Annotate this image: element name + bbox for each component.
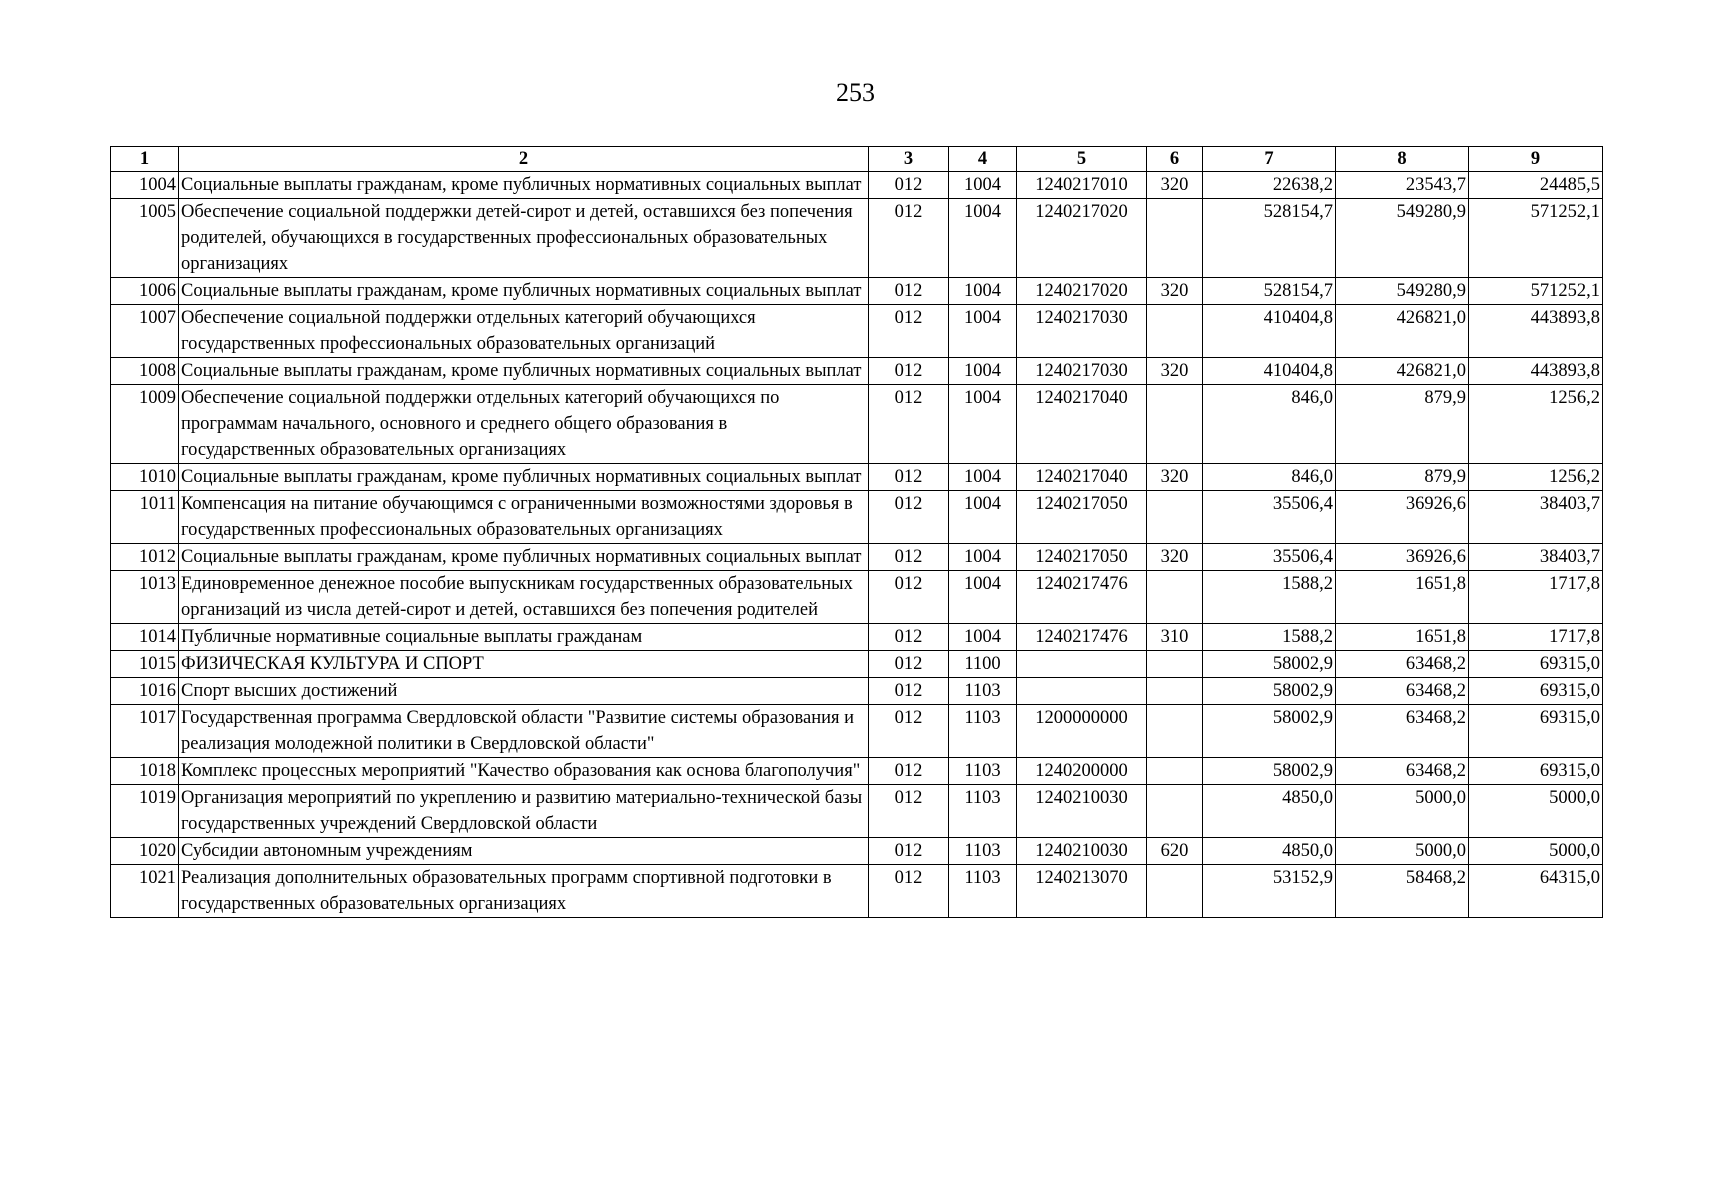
code-cell: 012 bbox=[869, 464, 949, 491]
amount-cell: 410404,8 bbox=[1203, 305, 1336, 358]
description-cell: Спорт высших достижений bbox=[179, 678, 869, 705]
target-article-cell: 1240217050 bbox=[1017, 491, 1147, 544]
section-cell: 1103 bbox=[949, 758, 1017, 785]
code-cell: 012 bbox=[869, 358, 949, 385]
target-article-cell: 1240217040 bbox=[1017, 385, 1147, 464]
amount-cell: 63468,2 bbox=[1336, 678, 1469, 705]
line-number: 1021 bbox=[111, 865, 179, 918]
code-cell: 012 bbox=[869, 491, 949, 544]
column-header: 5 bbox=[1017, 147, 1147, 172]
target-article-cell: 1240213070 bbox=[1017, 865, 1147, 918]
description-cell: Организация мероприятий по укреплению и развитию материально-технической базы государственных учреждений Свердловской области bbox=[179, 785, 869, 838]
amount-cell: 36926,6 bbox=[1336, 544, 1469, 571]
description-cell: Реализация дополнительных образовательных программ спортивной подготовки в государственных образовательных организациях bbox=[179, 865, 869, 918]
amount-cell: 846,0 bbox=[1203, 464, 1336, 491]
line-number: 1017 bbox=[111, 705, 179, 758]
column-header: 8 bbox=[1336, 147, 1469, 172]
code-cell: 012 bbox=[869, 865, 949, 918]
section-cell: 1004 bbox=[949, 624, 1017, 651]
description-cell: Комплекс процессных мероприятий "Качество образования как основа благополучия" bbox=[179, 758, 869, 785]
description-cell: Публичные нормативные социальные выплаты гражданам bbox=[179, 624, 869, 651]
expense-type-cell bbox=[1147, 305, 1203, 358]
line-number: 1007 bbox=[111, 305, 179, 358]
code-cell: 012 bbox=[869, 571, 949, 624]
amount-cell: 38403,7 bbox=[1469, 544, 1603, 571]
code-cell: 012 bbox=[869, 172, 949, 199]
section-cell: 1004 bbox=[949, 571, 1017, 624]
section-cell: 1103 bbox=[949, 678, 1017, 705]
section-cell: 1004 bbox=[949, 544, 1017, 571]
column-header: 3 bbox=[869, 147, 949, 172]
amount-cell: 63468,2 bbox=[1336, 705, 1469, 758]
amount-cell: 1256,2 bbox=[1469, 464, 1603, 491]
amount-cell: 1588,2 bbox=[1203, 571, 1336, 624]
amount-cell: 22638,2 bbox=[1203, 172, 1336, 199]
amount-cell: 528154,7 bbox=[1203, 199, 1336, 278]
header-row bbox=[111, 147, 1603, 172]
amount-cell: 4850,0 bbox=[1203, 838, 1336, 865]
target-article-cell: 1240217020 bbox=[1017, 278, 1147, 305]
description-cell: Компенсация на питание обучающимся с ограниченными возможностями здоровья в государственных профессиональных образовательных организациях bbox=[179, 491, 869, 544]
amount-cell: 23543,7 bbox=[1336, 172, 1469, 199]
amount-cell: 24485,5 bbox=[1469, 172, 1603, 199]
description-cell: Социальные выплаты гражданам, кроме публичных нормативных социальных выплат bbox=[179, 358, 869, 385]
amount-cell: 1651,8 bbox=[1336, 624, 1469, 651]
target-article-cell: 1240217030 bbox=[1017, 305, 1147, 358]
target-article-cell: 1240217476 bbox=[1017, 571, 1147, 624]
table-row bbox=[111, 544, 1603, 571]
target-article-cell: 1240217050 bbox=[1017, 544, 1147, 571]
expense-type-cell: 320 bbox=[1147, 544, 1203, 571]
line-number: 1013 bbox=[111, 571, 179, 624]
code-cell: 012 bbox=[869, 385, 949, 464]
section-cell: 1004 bbox=[949, 172, 1017, 199]
section-cell: 1004 bbox=[949, 385, 1017, 464]
table-row bbox=[111, 865, 1603, 918]
target-article-cell: 1240217030 bbox=[1017, 358, 1147, 385]
table-row bbox=[111, 172, 1603, 199]
table-row bbox=[111, 385, 1603, 464]
table-row bbox=[111, 199, 1603, 278]
code-cell: 012 bbox=[869, 278, 949, 305]
table-row bbox=[111, 705, 1603, 758]
table-row bbox=[111, 758, 1603, 785]
expense-type-cell bbox=[1147, 651, 1203, 678]
column-header: 9 bbox=[1469, 147, 1603, 172]
section-cell: 1103 bbox=[949, 705, 1017, 758]
description-cell: Социальные выплаты гражданам, кроме публичных нормативных социальных выплат bbox=[179, 464, 869, 491]
amount-cell: 38403,7 bbox=[1469, 491, 1603, 544]
description-cell: Социальные выплаты гражданам, кроме публичных нормативных социальных выплат bbox=[179, 544, 869, 571]
table-row bbox=[111, 464, 1603, 491]
table-row bbox=[111, 278, 1603, 305]
column-header: 4 bbox=[949, 147, 1017, 172]
expense-type-cell bbox=[1147, 758, 1203, 785]
line-number: 1006 bbox=[111, 278, 179, 305]
amount-cell: 36926,6 bbox=[1336, 491, 1469, 544]
expense-type-cell bbox=[1147, 678, 1203, 705]
table-row bbox=[111, 651, 1603, 678]
section-cell: 1103 bbox=[949, 838, 1017, 865]
target-article-cell: 1240217040 bbox=[1017, 464, 1147, 491]
section-cell: 1004 bbox=[949, 199, 1017, 278]
code-cell: 012 bbox=[869, 785, 949, 838]
amount-cell: 4850,0 bbox=[1203, 785, 1336, 838]
table-row bbox=[111, 838, 1603, 865]
amount-cell: 35506,4 bbox=[1203, 491, 1336, 544]
description-cell: Единовременное денежное пособие выпускникам государственных образовательных организаций из числа детей-сирот и детей, оставшихся без попечения родителей bbox=[179, 571, 869, 624]
amount-cell: 64315,0 bbox=[1469, 865, 1603, 918]
expense-type-cell bbox=[1147, 571, 1203, 624]
line-number: 1015 bbox=[111, 651, 179, 678]
line-number: 1019 bbox=[111, 785, 179, 838]
expense-type-cell: 320 bbox=[1147, 172, 1203, 199]
amount-cell: 443893,8 bbox=[1469, 358, 1603, 385]
column-header: 6 bbox=[1147, 147, 1203, 172]
line-number: 1005 bbox=[111, 199, 179, 278]
amount-cell: 879,9 bbox=[1336, 464, 1469, 491]
amount-cell: 528154,7 bbox=[1203, 278, 1336, 305]
amount-cell: 5000,0 bbox=[1336, 785, 1469, 838]
expense-type-cell: 320 bbox=[1147, 464, 1203, 491]
target-article-cell: 1240210030 bbox=[1017, 838, 1147, 865]
section-cell: 1100 bbox=[949, 651, 1017, 678]
expense-type-cell: 320 bbox=[1147, 278, 1203, 305]
amount-cell: 58002,9 bbox=[1203, 678, 1336, 705]
code-cell: 012 bbox=[869, 838, 949, 865]
amount-cell: 549280,9 bbox=[1336, 278, 1469, 305]
section-cell: 1004 bbox=[949, 305, 1017, 358]
amount-cell: 69315,0 bbox=[1469, 705, 1603, 758]
amount-cell: 879,9 bbox=[1336, 385, 1469, 464]
expense-type-cell: 320 bbox=[1147, 358, 1203, 385]
line-number: 1010 bbox=[111, 464, 179, 491]
column-header: 7 bbox=[1203, 147, 1336, 172]
code-cell: 012 bbox=[869, 651, 949, 678]
expense-type-cell bbox=[1147, 491, 1203, 544]
amount-cell: 58002,9 bbox=[1203, 705, 1336, 758]
amount-cell: 426821,0 bbox=[1336, 305, 1469, 358]
target-article-cell: 1200000000 bbox=[1017, 705, 1147, 758]
line-number: 1016 bbox=[111, 678, 179, 705]
expense-type-cell bbox=[1147, 785, 1203, 838]
page-number: 253 bbox=[836, 78, 875, 107]
line-number: 1012 bbox=[111, 544, 179, 571]
amount-cell: 35506,4 bbox=[1203, 544, 1336, 571]
target-article-cell: 1240217020 bbox=[1017, 199, 1147, 278]
description-cell: Обеспечение социальной поддержки детей-сирот и детей, оставшихся без попечения родителей, обучающихся в государственных профессиональных образовательных организациях bbox=[179, 199, 869, 278]
budget-table bbox=[110, 146, 1603, 918]
line-number: 1011 bbox=[111, 491, 179, 544]
amount-cell: 1256,2 bbox=[1469, 385, 1603, 464]
expense-type-cell bbox=[1147, 199, 1203, 278]
table-row bbox=[111, 785, 1603, 838]
expense-type-cell bbox=[1147, 705, 1203, 758]
expense-type-cell: 310 bbox=[1147, 624, 1203, 651]
section-cell: 1103 bbox=[949, 785, 1017, 838]
column-header: 1 bbox=[111, 147, 179, 172]
line-number: 1020 bbox=[111, 838, 179, 865]
code-cell: 012 bbox=[869, 305, 949, 358]
description-cell: Социальные выплаты гражданам, кроме публичных нормативных социальных выплат bbox=[179, 172, 869, 199]
table-body bbox=[111, 172, 1603, 918]
amount-cell: 1717,8 bbox=[1469, 624, 1603, 651]
code-cell: 012 bbox=[869, 758, 949, 785]
description-cell: Государственная программа Свердловской области "Развитие системы образования и реализация молодежной политики в Свердловской области" bbox=[179, 705, 869, 758]
amount-cell: 1717,8 bbox=[1469, 571, 1603, 624]
line-number: 1014 bbox=[111, 624, 179, 651]
amount-cell: 69315,0 bbox=[1469, 651, 1603, 678]
table-row bbox=[111, 571, 1603, 624]
code-cell: 012 bbox=[869, 199, 949, 278]
expense-type-cell bbox=[1147, 865, 1203, 918]
line-number: 1009 bbox=[111, 385, 179, 464]
amount-cell: 571252,1 bbox=[1469, 199, 1603, 278]
amount-cell: 410404,8 bbox=[1203, 358, 1336, 385]
target-article-cell: 1240217476 bbox=[1017, 624, 1147, 651]
section-cell: 1004 bbox=[949, 358, 1017, 385]
description-cell: Субсидии автономным учреждениям bbox=[179, 838, 869, 865]
amount-cell: 53152,9 bbox=[1203, 865, 1336, 918]
description-cell: ФИЗИЧЕСКАЯ КУЛЬТУРА И СПОРТ bbox=[179, 651, 869, 678]
amount-cell: 58002,9 bbox=[1203, 758, 1336, 785]
description-cell: Обеспечение социальной поддержки отдельных категорий обучающихся по программам начального, основного и среднего общего образования в государственных образовательных организациях bbox=[179, 385, 869, 464]
amount-cell: 426821,0 bbox=[1336, 358, 1469, 385]
line-number: 1018 bbox=[111, 758, 179, 785]
expense-type-cell bbox=[1147, 385, 1203, 464]
section-cell: 1004 bbox=[949, 278, 1017, 305]
code-cell: 012 bbox=[869, 544, 949, 571]
amount-cell: 1588,2 bbox=[1203, 624, 1336, 651]
amount-cell: 5000,0 bbox=[1336, 838, 1469, 865]
section-cell: 1004 bbox=[949, 464, 1017, 491]
description-cell: Обеспечение социальной поддержки отдельных категорий обучающихся государственных профессиональных образовательных организаций bbox=[179, 305, 869, 358]
amount-cell: 63468,2 bbox=[1336, 651, 1469, 678]
amount-cell: 5000,0 bbox=[1469, 785, 1603, 838]
table-row bbox=[111, 305, 1603, 358]
amount-cell: 443893,8 bbox=[1469, 305, 1603, 358]
amount-cell: 571252,1 bbox=[1469, 278, 1603, 305]
section-cell: 1103 bbox=[949, 865, 1017, 918]
line-number: 1004 bbox=[111, 172, 179, 199]
code-cell: 012 bbox=[869, 705, 949, 758]
amount-cell: 549280,9 bbox=[1336, 199, 1469, 278]
target-article-cell: 1240200000 bbox=[1017, 758, 1147, 785]
code-cell: 012 bbox=[869, 678, 949, 705]
target-article-cell bbox=[1017, 678, 1147, 705]
amount-cell: 58468,2 bbox=[1336, 865, 1469, 918]
table-row bbox=[111, 491, 1603, 544]
column-header: 2 bbox=[179, 147, 869, 172]
target-article-cell: 1240217010 bbox=[1017, 172, 1147, 199]
amount-cell: 69315,0 bbox=[1469, 758, 1603, 785]
target-article-cell bbox=[1017, 651, 1147, 678]
section-cell: 1004 bbox=[949, 491, 1017, 544]
amount-cell: 69315,0 bbox=[1469, 678, 1603, 705]
table-row bbox=[111, 358, 1603, 385]
amount-cell: 5000,0 bbox=[1469, 838, 1603, 865]
target-article-cell: 1240210030 bbox=[1017, 785, 1147, 838]
expense-type-cell: 620 bbox=[1147, 838, 1203, 865]
line-number: 1008 bbox=[111, 358, 179, 385]
amount-cell: 58002,9 bbox=[1203, 651, 1336, 678]
amount-cell: 846,0 bbox=[1203, 385, 1336, 464]
amount-cell: 63468,2 bbox=[1336, 758, 1469, 785]
code-cell: 012 bbox=[869, 624, 949, 651]
table-row bbox=[111, 678, 1603, 705]
table-row bbox=[111, 624, 1603, 651]
amount-cell: 1651,8 bbox=[1336, 571, 1469, 624]
description-cell: Социальные выплаты гражданам, кроме публичных нормативных социальных выплат bbox=[179, 278, 869, 305]
